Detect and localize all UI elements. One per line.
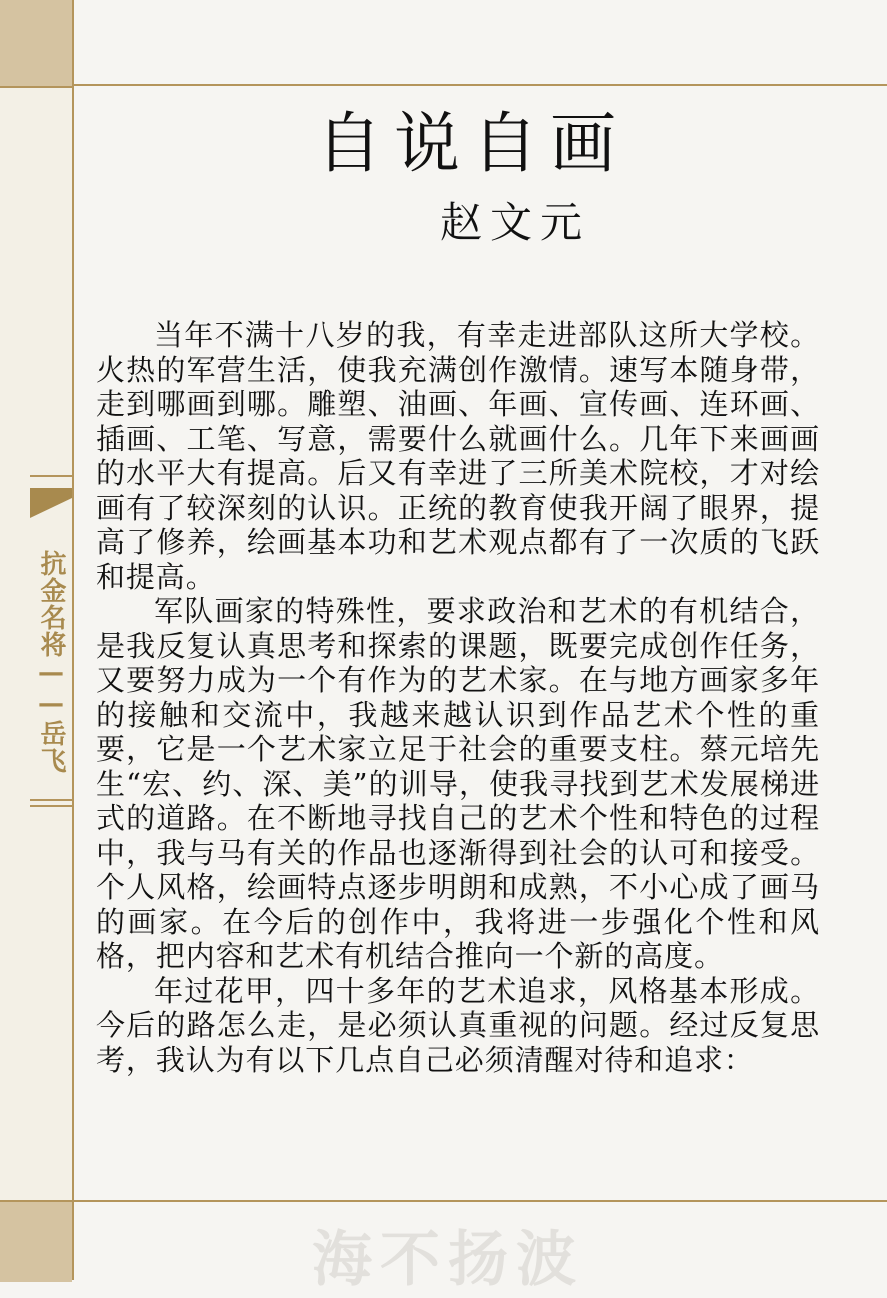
section-label: 抗金名将——岳飞 [36,550,66,774]
footer-watermark: 海不扬波 [312,1225,584,1295]
paragraph-1: 当年不满十八岁的我，有幸走进部队这所大学校。火热的军营生活，使我充满创作激情。速写本随身带，走到哪画到哪。雕塑、油画、年画、宣传画、连环画、插画、工笔、写意，需要什么就画什么。几年下来画画的水平大有提高。后又有幸进了三所美术院校，才对绘画有了较深刻的认识。正统的教育使我开阔了眼界，提高了修养，绘画基本功和艺术观点都有了一次质的飞跃和提高。 [96,318,820,594]
footer-rule [72,1200,887,1202]
article-body [96,318,820,1077]
top-corner-tab [0,0,72,88]
paragraph-3: 年过花甲，四十多年的艺术追求，风格基本形成。今后的路怎么走，是必须认真重视的问题。经过反复思考，我认为有以下几点自己必须清醒对待和追求： [96,973,820,1077]
header-rule [72,84,887,86]
bottom-corner-tab [0,1200,72,1282]
article-title: 自说自画 [316,105,628,182]
paragraph-2: 军队画家的特殊性，要求政治和艺术的有机结合，是我反复认真思考和探索的课题，既要完成创作任务，又要努力成为一个有作为的艺术家。在与地方画家多年的接触和交流中，我越来越认识到作品艺术个性的重要，它是一个艺术家立足于社会的重要支柱。蔡元培先生“宏、约、深、美”的训导，使我寻找到艺术发展梯进式的道路。在不断地寻找自己的艺术个性和特色的过程中，我与马有关的作品也逐渐得到社会的认可和接受。个人风格，绘画特点逐步明朗和成熟，不小心成了画马的画家。在今后的创作中，我将进一步强化个性和风格，把内容和艺术有机结合推向一个新的高度。 [96,594,820,973]
article-author: 赵文元 [440,198,591,247]
